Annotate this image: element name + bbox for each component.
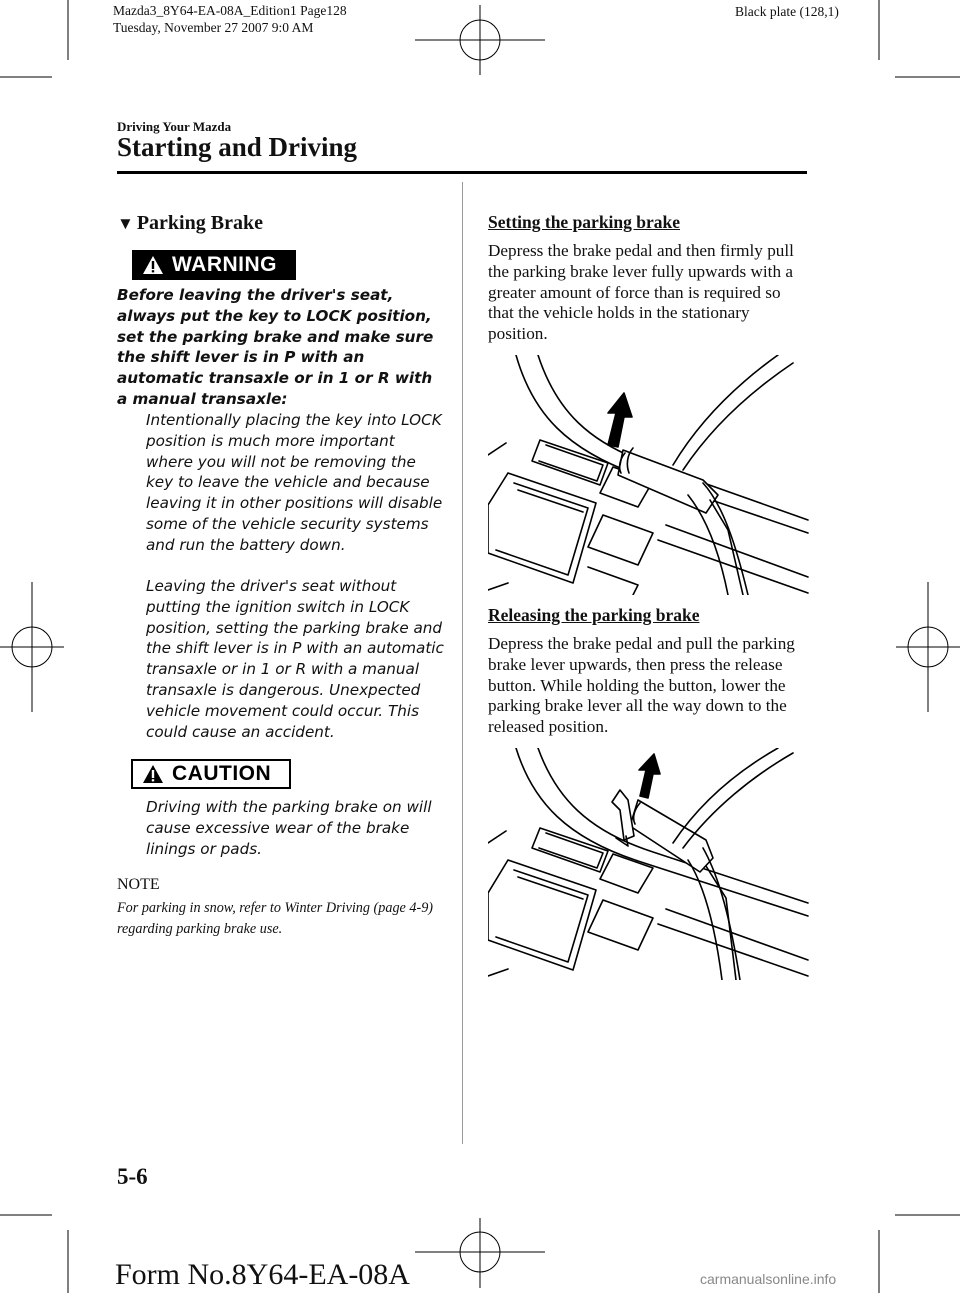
note-text: For parking in snow, refer to Winter Driving (page 4-9) regarding parking brake use.	[117, 900, 434, 937]
page-number: 5-6	[117, 1164, 148, 1189]
warning-label: WARNING	[172, 253, 277, 276]
watermark: carmanualsonline.info	[700, 1271, 837, 1287]
print-meta-line1: Mazda3_8Y64-EA-08A_Edition1 Page128	[113, 3, 347, 18]
form-number: Form No.8Y64-EA-08A	[115, 1258, 410, 1291]
note-label: NOTE	[117, 876, 160, 893]
plate-label: Black plate (128,1)	[735, 4, 839, 19]
subsection-title: Parking Brake	[136, 212, 263, 234]
parking-brake-set-illustration	[488, 355, 813, 595]
column-divider	[462, 182, 463, 1144]
print-meta-line2: Tuesday, November 27 2007 9:0 AM	[113, 20, 314, 35]
setting-text: Depress the brake pedal and then firmly pull the parking brake lever fully upwards with a greater amount of force than is required so that the vehicle holds in the stationary position.	[488, 241, 794, 344]
caution-text: Driving with the parking brake on will cause excessive wear of the brake linings or pads.	[146, 798, 432, 858]
page-title: Starting and Driving	[117, 132, 358, 162]
releasing-text: Depress the brake pedal and pull the parking brake lever upwards, then press the release button. While holding the button, lower the parking brake lever all the way down to the released position.	[488, 634, 795, 737]
warning-badge	[132, 250, 296, 280]
subsection-heading	[117, 212, 263, 235]
caution-badge	[131, 759, 291, 789]
parking-brake-release-illustration	[488, 748, 813, 980]
title-rule	[117, 171, 807, 174]
warning-paragraph-2: Leaving the driver's seat without putting the ignition switch in LOCK position, setting the parking brake and the shift lever is in P with an automatic transaxle or in 1 or R with a manual transaxle is dangerous. Unexpected vehicle movement could occur. This could cause an accident.	[146, 577, 444, 741]
warning-paragraph-1: Intentionally placing the key into LOCK position is much more important where you will not be removing the key to leave the vehicle and because leaving it in other positions will disable some of the vehicle security systems and run the battery down.	[146, 411, 443, 554]
caution-label: CAUTION	[172, 762, 272, 785]
caution-triangle-icon	[142, 764, 164, 784]
releasing-heading: Releasing the parking brake	[488, 605, 700, 625]
triangle-marker-icon: ▼	[117, 214, 134, 233]
chapter-label: Driving Your Mazda	[117, 119, 232, 134]
warning-triangle-icon	[142, 255, 164, 275]
setting-heading: Setting the parking brake	[488, 212, 681, 232]
warning-lead-text: Before leaving the driver's seat, always put the key to LOCK position, set the parking brake and make sure the shift lever is in P with an automatic transaxle or in 1 or R with a manual transaxle:	[117, 286, 434, 408]
print-meta	[113, 2, 347, 36]
